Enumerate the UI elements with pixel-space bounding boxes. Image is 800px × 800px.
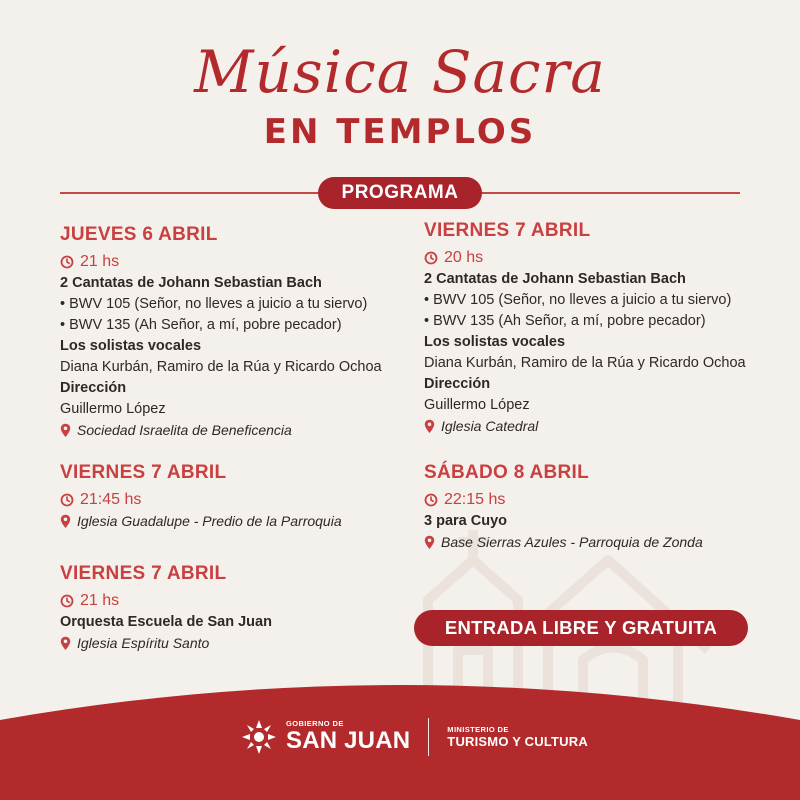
event-time: 21 hs: [80, 253, 120, 270]
event-work-item: • BWV 135 (Ah Señor, a mí, pobre pecador): [60, 317, 342, 333]
event-time-row: [60, 251, 420, 272]
ministry-label-small: MINISTERIO DE: [447, 724, 509, 734]
clock-icon: [60, 594, 74, 608]
divider-left: [60, 192, 320, 194]
ministry-label-big: TURISMO Y CULTURA: [447, 733, 588, 749]
event-viernes-7-guadalupe: [60, 461, 420, 532]
sun-logo-icon: [240, 718, 278, 756]
event-day: VIERNES 7 ABRIL: [60, 563, 227, 584]
director-name: Guillermo López: [424, 397, 530, 413]
event-viernes-7-catedral: [424, 219, 784, 437]
event-venue-row: [424, 532, 784, 553]
program-badge: PROGRAMA: [318, 177, 482, 209]
event-venue-row: [424, 416, 784, 437]
event-time-row: [424, 489, 784, 510]
event-time: 21 hs: [80, 592, 120, 609]
gov-logo-text: [286, 720, 410, 754]
event-day: JUEVES 6 ABRIL: [60, 224, 218, 245]
event-venue-row: [60, 511, 420, 532]
event-time: 22:15 hs: [444, 491, 506, 508]
event-time-row: [60, 489, 420, 510]
event-work-item: • BWV 105 (Señor, no lleves a juicio a tu siervo): [424, 292, 732, 308]
event-work-title: 2 Cantatas de Johann Sebastian Bach: [60, 275, 322, 291]
event-venue-row: [60, 633, 420, 654]
event-venue: Iglesia Guadalupe - Predio de la Parroquia: [77, 513, 342, 529]
event-day: SÁBADO 8 ABRIL: [424, 462, 590, 483]
title-subtitle: EN TEMPLOS: [263, 112, 537, 152]
location-pin-icon: [424, 419, 435, 434]
event-venue: Iglesia Espíritu Santo: [77, 635, 210, 651]
event-time-row: [60, 590, 420, 611]
event-venue-row: [60, 420, 420, 441]
soloists-names: Diana Kurbán, Ramiro de la Rúa y Ricardo Ochoa: [424, 355, 746, 371]
director-name: Guillermo López: [60, 401, 166, 417]
direction-label: Dirección: [424, 376, 491, 392]
logo-divider: [428, 718, 429, 756]
event-work-item: • BWV 105 (Señor, no lleves a juicio a tu siervo): [60, 296, 368, 312]
clock-icon: [60, 493, 74, 507]
event-work-item: • BWV 135 (Ah Señor, a mí, pobre pecador): [424, 313, 706, 329]
event-sabado-8: [424, 461, 784, 553]
event-time: 21:45 hs: [80, 491, 142, 508]
location-pin-icon: [60, 514, 71, 529]
ministry-logo-text: [447, 725, 588, 750]
event-time-row: [424, 247, 784, 268]
location-pin-icon: [60, 423, 71, 438]
event-day: VIERNES 7 ABRIL: [424, 220, 591, 241]
soloists-names: Diana Kurbán, Ramiro de la Rúa y Ricardo Ochoa: [60, 359, 382, 375]
event-venue: Sociedad Israelita de Beneficencia: [77, 422, 292, 438]
location-pin-icon: [60, 636, 71, 651]
footer-logos: [240, 718, 588, 756]
soloists-label: Los solistas vocales: [424, 334, 566, 350]
gov-label-small: GOBIERNO DE: [286, 719, 344, 728]
free-entry-badge: ENTRADA LIBRE Y GRATUITA: [414, 610, 748, 646]
event-viernes-7-espiritu-santo: [60, 562, 420, 654]
location-pin-icon: [424, 535, 435, 550]
clock-icon: [424, 493, 438, 507]
event-venue: Base Sierras Azules - Parroquia de Zonda: [441, 534, 703, 550]
divider-right: [480, 192, 740, 194]
direction-label: Dirección: [60, 380, 127, 396]
event-performer: Orquesta Escuela de San Juan: [60, 614, 272, 630]
event-performer: 3 para Cuyo: [424, 513, 507, 529]
soloists-label: Los solistas vocales: [60, 338, 202, 354]
gov-label-big: SAN JUAN: [286, 727, 411, 754]
event-venue: Iglesia Catedral: [441, 418, 539, 434]
event-time: 20 hs: [444, 249, 484, 266]
event-day: VIERNES 7 ABRIL: [60, 462, 227, 483]
event-jueves-6: [60, 223, 420, 441]
clock-icon: [60, 255, 74, 269]
event-work-title: 2 Cantatas de Johann Sebastian Bach: [424, 271, 686, 287]
clock-icon: [424, 251, 438, 265]
title-script: Música Sacra: [194, 38, 606, 106]
